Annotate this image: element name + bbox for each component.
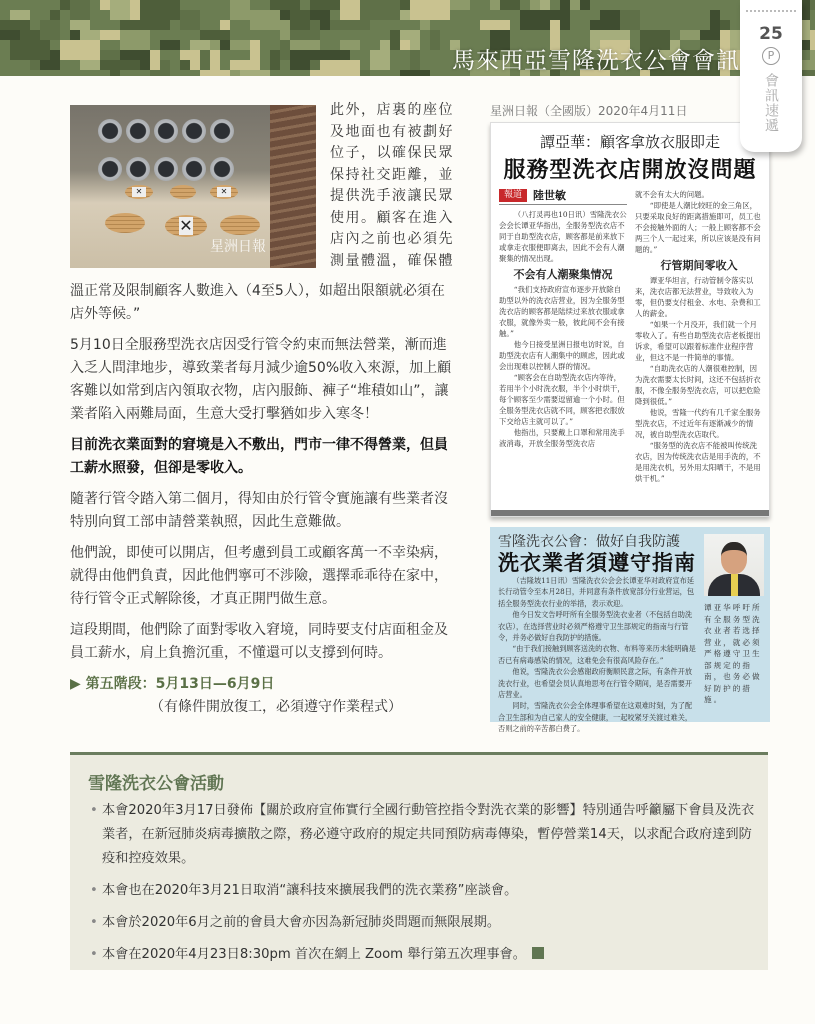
newsletter-title: 馬來西亞雪隆洗衣公會會訊 <box>452 48 740 74</box>
camo-pixel <box>550 20 560 40</box>
camo-pixel <box>360 0 400 20</box>
dryer-icon <box>126 119 150 143</box>
list-item-text: 本會也在2020年3月21日取消“讓科技來擴展我們的洗衣業務”座談會。 <box>102 883 518 898</box>
tab-divider <box>746 10 796 12</box>
activities-list <box>90 799 758 975</box>
camo-pixel <box>720 20 730 30</box>
list-item-text: 本會2020年3月17日發佈【關於政府宣佈實行全國行動管控指令對洗衣業的影響】特別通告呼籲屬下會員及洗衣業者，在新冠肺炎病毒擴散之際，務必遵守政府的規定共同預防病毒傳染，暫停營業14天，以求配合政府達到防疫和控疫效果。 <box>102 803 755 866</box>
clipping-subheading: 行管期间零收入 <box>660 259 738 272</box>
dryer-icon <box>182 119 206 143</box>
camo-pixel <box>400 40 410 50</box>
list-item-text: 本會於2020年6月之前的會員大會亦因為新冠肺炎問題而無限展期。 <box>102 915 501 930</box>
camo-pixel <box>810 50 815 70</box>
section-label: 會訊速遞 <box>763 73 779 133</box>
stool <box>105 213 145 233</box>
x-mark-icon: ✕ <box>132 187 146 197</box>
author: 陸世敏 <box>533 189 567 202</box>
camo-pixel <box>0 20 30 30</box>
clipping-paragraph: （八打灵再也10日讯）雪隆洗衣公会会长谭亚华指出，全服务型洗衣店不同于自助型洗衣店，顾客都是前来放下或拿走衣服便即离去，因此不会有人潮聚集的情况出现。 <box>499 210 627 263</box>
camo-pixel <box>10 40 50 60</box>
clipping-paragraph: 他今日接受星洲日报电访时说，自助型洗衣店有人潮集中的顾虑，因此或会出现难以控制人群的情况。 <box>499 340 625 371</box>
byline <box>499 189 627 205</box>
dryer-icon <box>126 157 150 181</box>
camo-pixel <box>230 60 260 70</box>
clipping-source: 星洲日報（全國版）2020年4月11日 <box>490 104 688 118</box>
stool <box>220 215 260 235</box>
clipping-paragraph: （吉隆坡11日讯）雪隆洗衣公会会长谭亚华对政府宣布延长行动管令至本月28日，并同意有条件放宽部分行业营运，包括全服务型洗衣行业的举措，表示欢迎。 <box>498 576 695 608</box>
camo-pixel <box>710 10 720 30</box>
camo-pixel <box>60 0 70 10</box>
clipping-paragraph: “服务型的洗衣店不能被叫传统洗衣店，因为传统洗衣店是用手洗的，不是用洗衣机，另外用太阳晒干，不是用烘干机。” <box>635 441 761 483</box>
end-mark-icon <box>532 947 544 959</box>
camo-pixel <box>80 30 100 40</box>
camo-pixel <box>110 70 120 76</box>
clipping-paragraph: “自助洗衣店的人潮很难控制，因为洗衣需要太长时间，这还不包括折衣服，不像全服务型洗衣店，可以把危险降到很低。” <box>635 364 761 406</box>
camo-pixel <box>220 40 230 50</box>
camo-pixel <box>810 0 815 10</box>
camo-pixel <box>40 20 60 40</box>
clipping-paragraph: “我们支持政府宣布逐步开放除自助型以外的洗衣店营业，因为全服务型洗衣店的顾客都是陆续过来放衣服或拿衣服，就像外卖一般，彼此间不会有接触。” <box>499 285 625 338</box>
clipping-paragraph: “顾客会在自助型洗衣店内等待，若用半个小时洗衣服，半个小时烘干，每个顾客至少需要逗留逾一个小时。但全服务型洗衣店就不同，顾客把衣服放下交给店主就可以了。” <box>499 373 625 426</box>
camo-pixel <box>620 10 640 30</box>
camo-pixel <box>60 40 100 60</box>
camo-pixel <box>140 0 180 20</box>
camo-pixel <box>270 0 300 10</box>
stage-heading: ▶ 第五階段：5月13日—6月9日 <box>70 676 275 692</box>
camo-pixel <box>430 30 440 50</box>
clipping-paragraph: “如果一个月没开，我们就一个月零收入了。有些自助型洗衣店老板提出诉求，希望可以跟着标准作业程序营业，但这不是一件简单的事情。 <box>635 320 761 362</box>
page-number: 25 <box>759 24 783 44</box>
clipping-headline: 服務型洗衣店開放沒問題 <box>503 158 757 183</box>
dryer-icon <box>98 119 122 143</box>
clipping-paragraph: 同时，雪隆洗衣公会全体理事希望在这艰难时刻，为了配合卫生部和为自己家人的安全健康，一起咬紧牙关渡过难关，否则之前的辛苦都白费了。 <box>498 701 693 734</box>
clipping-paragraph: “由于我们接触到顾客送洗的衣物、布料等来历未能明确是否已有病毒感染的情况，这难免会有很高风险存在。” <box>498 644 696 665</box>
x-mark-icon: ✕ <box>179 216 193 235</box>
newspaper-clipping <box>490 122 770 517</box>
camo-pixel <box>520 20 540 30</box>
article-paragraph: 他們說，即使可以開店，但考慮到員工或顧客萬一不幸染病，就得由他們負責，因此他們寧可不涉險，選擇乖乖待在家中，待行管令正式解除後，才真正開門做生意。 <box>70 545 448 607</box>
camo-pixel <box>180 10 200 30</box>
list-item <box>90 911 758 935</box>
camo-pixel <box>190 40 210 50</box>
camo-pixel <box>160 40 180 50</box>
clipping-paragraph: 就不会有太大的问题。 <box>635 190 709 199</box>
camo-pixel <box>230 0 250 20</box>
camo-pixel <box>340 40 360 50</box>
clipping-bottom-bar <box>491 510 769 516</box>
camo-pixel <box>180 60 190 70</box>
report-tag: 報道 <box>499 189 527 202</box>
clipping-headline: 洗衣業者須遵守指南 <box>498 551 696 575</box>
camo-pixel <box>190 50 200 70</box>
stage-note: （有條件開放復工，必須遵守作業程式） <box>150 699 402 715</box>
dryer-icon <box>154 119 178 143</box>
portrait-photo <box>704 534 764 596</box>
x-mark-icon: ✕ <box>217 187 231 197</box>
dryer-icon <box>98 157 122 181</box>
camo-pixel <box>410 0 450 20</box>
camo-pixel <box>120 30 150 50</box>
article-wrap-text: 此外，店裏的座位及地面也有被劃好位子，以確保民眾保持社交距離，並提供洗手液讓民眾使用。顧客在進入店內之前也必須先測量體溫，確保體 <box>330 102 454 269</box>
page-tab <box>740 0 802 152</box>
camo-pixel <box>210 40 220 50</box>
camo-pixel <box>530 0 540 10</box>
camo-pixel <box>320 60 360 76</box>
camo-pixel <box>250 10 280 30</box>
dryer-icon <box>182 157 206 181</box>
clipping-subheading: 不会有人潮聚集情况 <box>513 268 613 281</box>
dryer-icon <box>154 157 178 181</box>
camo-pixel <box>310 0 340 10</box>
camo-pixel <box>100 60 140 70</box>
photo-caption: 谭亚华呼吁所有全服务型洗衣业者若选择营业，就必须严格遵守卫生部规定的指南，也务必做好防护的措施。 <box>704 603 762 704</box>
camo-pixel <box>200 30 230 40</box>
camo-pixel <box>570 0 580 10</box>
list-item <box>90 799 758 871</box>
stool <box>170 185 196 199</box>
camo-pixel <box>500 0 520 10</box>
clipping-paragraph: 他指出，只要戴上口罩和常用洗手液消毒，开放全服务型洗衣店 <box>499 428 625 448</box>
camo-pixel <box>480 20 510 30</box>
camo-pixel <box>370 50 390 70</box>
clipping-paragraph: 他今日发文告呼吁所有全服务型洗衣业者（不包括自助洗衣店），在选择营业时必须严格遵守卫生部规定的指南与行管令，并务必做好自我防护的措施。 <box>498 610 693 643</box>
article-paragraph: 溫正常及限制顧客人數進入（4至5人），如超出限額就必須在店外等候。” <box>70 283 445 322</box>
clipping-column <box>635 189 763 484</box>
camouflage-banner <box>0 0 815 76</box>
brick-wall <box>270 105 316 268</box>
list-item <box>90 879 758 903</box>
article-highlight: 目前洗衣業面對的窘境是入不敷出，門市一律不得營業，但員工薪水照發，但卻是零收入。 <box>70 437 448 476</box>
clipping-paragraph: 他说，雪隆洗衣公会感谢政府衡顺民意之际，有条件开放洗衣行业，也希望会员认真地思考在行管令期间，是否需要开店营业。 <box>498 667 693 700</box>
camo-pixel <box>270 50 280 70</box>
dryer-icon <box>210 119 234 143</box>
camo-pixel <box>810 30 815 50</box>
camo-pixel <box>280 20 290 40</box>
article-body <box>70 280 455 719</box>
laundromat-photo <box>70 105 316 268</box>
camo-pixel <box>320 50 350 60</box>
camo-pixel <box>390 30 400 50</box>
list-item <box>90 943 758 967</box>
camo-pixel <box>450 0 470 10</box>
camo-pixel <box>70 0 90 20</box>
clipping-body <box>498 575 698 735</box>
camo-pixel <box>120 20 130 30</box>
clipping-paragraph: “即使是人潮比较旺的金三角区，只要采取良好的距离措施即可，员工也不会接触外面的人；一般上顾客都不会两三个人一起过来，所以应该是没有问题的。” <box>635 201 761 254</box>
activities-title: 雪隆洗衣公會活動 <box>88 774 224 794</box>
camo-pixel <box>250 40 260 60</box>
camo-pixel <box>360 70 370 76</box>
activities-box <box>70 752 768 970</box>
camo-pixel <box>240 70 270 76</box>
clipping-subtitle: 雪隆洗衣公會：做好自我防護 <box>498 534 680 550</box>
article-paragraph: 5月10日全服務型洗衣店因受行管令約束而無法營業，漸而進入乏人問津地步，導致業者每月減少逾50%收入來源，加上顧客難以如常到店內領取衣物，店內服飾、褲子“堆積如山”，讓業者陷入兩難局面，生意大受打擊猶如步入寒冬！ <box>70 337 452 422</box>
camo-pixel <box>410 50 420 70</box>
page-p-icon: P <box>762 47 780 65</box>
camo-pixel <box>290 10 310 30</box>
camo-pixel <box>330 20 370 30</box>
camo-pixel <box>130 10 140 20</box>
article-paragraph: 隨著行管令踏入第二個月，得知由於行管令實施讓有些業者沒特別向貿工部申請營業執照，因此生意難做。 <box>70 491 448 530</box>
camo-pixel <box>600 10 620 30</box>
camo-pixel <box>680 30 700 40</box>
photo-watermark: 星洲日報 <box>210 239 266 255</box>
dryer-icon <box>210 157 234 181</box>
clipping-paragraph: 他说，雪隆一代约有几千家全服务型洗衣店，不过近年有逐渐减少的情况，被自助型洗衣店取代。 <box>635 408 761 439</box>
clipping-paragraph: 谭亚华坦言，行动管制令落实以来，洗衣店都无法营业，导致收入为零，但仍要支付租金、水电、杂费和工人的薪金。 <box>635 276 761 318</box>
list-item-text: 本會在2020年4月23日8:30pm 首次在網上 Zoom 舉行第五次理事會。 <box>102 947 526 962</box>
newspaper-clipping-blue <box>490 527 770 734</box>
clipping-column <box>499 189 627 484</box>
clipping-subtitle: 譚亞華：顧客拿放衣服即走 <box>539 133 720 151</box>
article-paragraph: 這段期間，他們除了面對零收入窘境，同時要支付店面租金及員工薪水，肩上負擔沉重，不懂還可以支撐到何時。 <box>70 622 448 661</box>
camo-pixel <box>400 70 430 76</box>
